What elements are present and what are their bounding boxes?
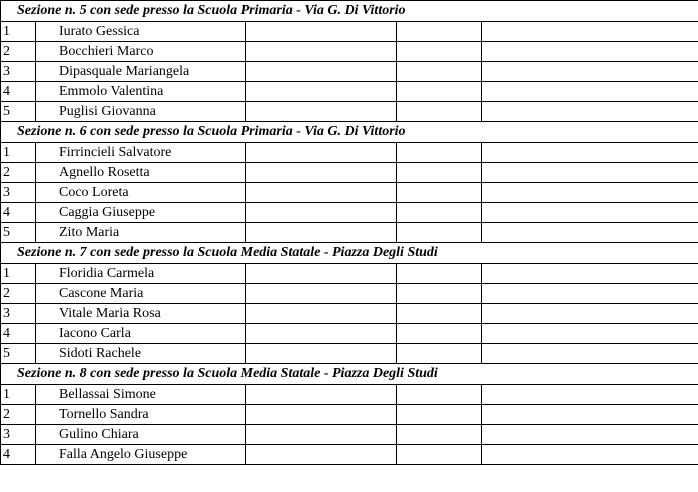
member-name: Cascone Maria <box>36 284 246 304</box>
empty-cell <box>397 183 482 203</box>
empty-cell <box>246 22 397 42</box>
row-number: 4 <box>1 203 36 223</box>
section-title: Sezione n. 6 con sede presso la Scuola Primaria - Via G. Di Vittorio <box>1 122 698 143</box>
empty-cell <box>397 284 482 304</box>
empty-cell <box>482 385 698 405</box>
table-row <box>1 405 698 425</box>
member-name: Caggia Giuseppe <box>36 203 246 223</box>
empty-cell <box>246 82 397 102</box>
empty-cell <box>482 425 698 445</box>
section-header-row <box>1 122 698 143</box>
row-number: 3 <box>1 62 36 82</box>
empty-cell <box>246 304 397 324</box>
row-number: 3 <box>1 425 36 445</box>
empty-cell <box>482 102 698 122</box>
row-number: 1 <box>1 22 36 42</box>
member-name: Bellassai Simone <box>36 385 246 405</box>
empty-cell <box>397 62 482 82</box>
member-name: Tornello Sandra <box>36 405 246 425</box>
empty-cell <box>246 143 397 163</box>
empty-cell <box>482 42 698 62</box>
empty-cell <box>397 163 482 183</box>
section-header-row <box>1 1 698 22</box>
empty-cell <box>482 284 698 304</box>
empty-cell <box>397 22 482 42</box>
table-row <box>1 143 698 163</box>
empty-cell <box>482 143 698 163</box>
row-number: 5 <box>1 102 36 122</box>
table-body <box>1 1 698 465</box>
empty-cell <box>482 163 698 183</box>
empty-cell <box>397 445 482 465</box>
member-name: Falla Angelo Giuseppe <box>36 445 246 465</box>
empty-cell <box>397 203 482 223</box>
table-row <box>1 102 698 122</box>
row-number: 5 <box>1 344 36 364</box>
row-number: 3 <box>1 304 36 324</box>
row-number: 2 <box>1 163 36 183</box>
empty-cell <box>482 223 698 243</box>
table-row <box>1 62 698 82</box>
row-number: 1 <box>1 264 36 284</box>
member-name: Gulino Chiara <box>36 425 246 445</box>
table-row <box>1 344 698 364</box>
table-row <box>1 425 698 445</box>
empty-cell <box>482 405 698 425</box>
table-row <box>1 385 698 405</box>
empty-cell <box>482 264 698 284</box>
empty-cell <box>246 284 397 304</box>
table-row <box>1 324 698 344</box>
member-name: Dipasquale Mariangela <box>36 62 246 82</box>
table-row <box>1 223 698 243</box>
empty-cell <box>397 385 482 405</box>
empty-cell <box>397 102 482 122</box>
member-name: Iurato Gessica <box>36 22 246 42</box>
section-header-row <box>1 364 698 385</box>
member-name: Iacono Carla <box>36 324 246 344</box>
empty-cell <box>397 82 482 102</box>
empty-cell <box>246 344 397 364</box>
empty-cell <box>246 445 397 465</box>
empty-cell <box>246 385 397 405</box>
member-name: Puglisi Giovanna <box>36 102 246 122</box>
empty-cell <box>246 264 397 284</box>
member-name: Floridia Carmela <box>36 264 246 284</box>
empty-cell <box>482 22 698 42</box>
member-name: Emmolo Valentina <box>36 82 246 102</box>
empty-cell <box>482 82 698 102</box>
empty-cell <box>397 405 482 425</box>
empty-cell <box>397 425 482 445</box>
member-name: Zito Maria <box>36 223 246 243</box>
table-row <box>1 445 698 465</box>
empty-cell <box>246 405 397 425</box>
row-number: 4 <box>1 324 36 344</box>
empty-cell <box>246 62 397 82</box>
empty-cell <box>397 344 482 364</box>
empty-cell <box>397 304 482 324</box>
row-number: 2 <box>1 42 36 62</box>
empty-cell <box>246 324 397 344</box>
row-number: 4 <box>1 82 36 102</box>
empty-cell <box>482 183 698 203</box>
empty-cell <box>482 344 698 364</box>
member-name: Coco Loreta <box>36 183 246 203</box>
empty-cell <box>246 203 397 223</box>
table-row <box>1 203 698 223</box>
row-number: 2 <box>1 284 36 304</box>
table-row <box>1 183 698 203</box>
row-number: 1 <box>1 385 36 405</box>
table-row <box>1 163 698 183</box>
section-title: Sezione n. 5 con sede presso la Scuola Primaria - Via G. Di Vittorio <box>1 1 698 22</box>
member-name: Bocchieri Marco <box>36 42 246 62</box>
row-number: 2 <box>1 405 36 425</box>
row-number: 1 <box>1 143 36 163</box>
empty-cell <box>397 42 482 62</box>
member-name: Sidoti Rachele <box>36 344 246 364</box>
table-row <box>1 264 698 284</box>
table-row <box>1 284 698 304</box>
row-number: 5 <box>1 223 36 243</box>
table-row <box>1 42 698 62</box>
section-header-row <box>1 243 698 264</box>
table-row <box>1 82 698 102</box>
empty-cell <box>482 304 698 324</box>
member-name: Vitale Maria Rosa <box>36 304 246 324</box>
member-name: Agnello Rosetta <box>36 163 246 183</box>
empty-cell <box>482 203 698 223</box>
empty-cell <box>246 183 397 203</box>
empty-cell <box>246 425 397 445</box>
row-number: 4 <box>1 445 36 465</box>
empty-cell <box>246 223 397 243</box>
member-name: Firrincieli Salvatore <box>36 143 246 163</box>
table-row <box>1 304 698 324</box>
empty-cell <box>397 324 482 344</box>
empty-cell <box>482 324 698 344</box>
empty-cell <box>482 62 698 82</box>
section-title: Sezione n. 8 con sede presso la Scuola Media Statale - Piazza Degli Studi <box>1 364 698 385</box>
empty-cell <box>397 223 482 243</box>
empty-cell <box>397 143 482 163</box>
row-number: 3 <box>1 183 36 203</box>
empty-cell <box>246 163 397 183</box>
empty-cell <box>246 42 397 62</box>
empty-cell <box>397 264 482 284</box>
empty-cell <box>246 102 397 122</box>
table-row <box>1 22 698 42</box>
empty-cell <box>482 445 698 465</box>
section-title: Sezione n. 7 con sede presso la Scuola Media Statale - Piazza Degli Studi <box>1 243 698 264</box>
